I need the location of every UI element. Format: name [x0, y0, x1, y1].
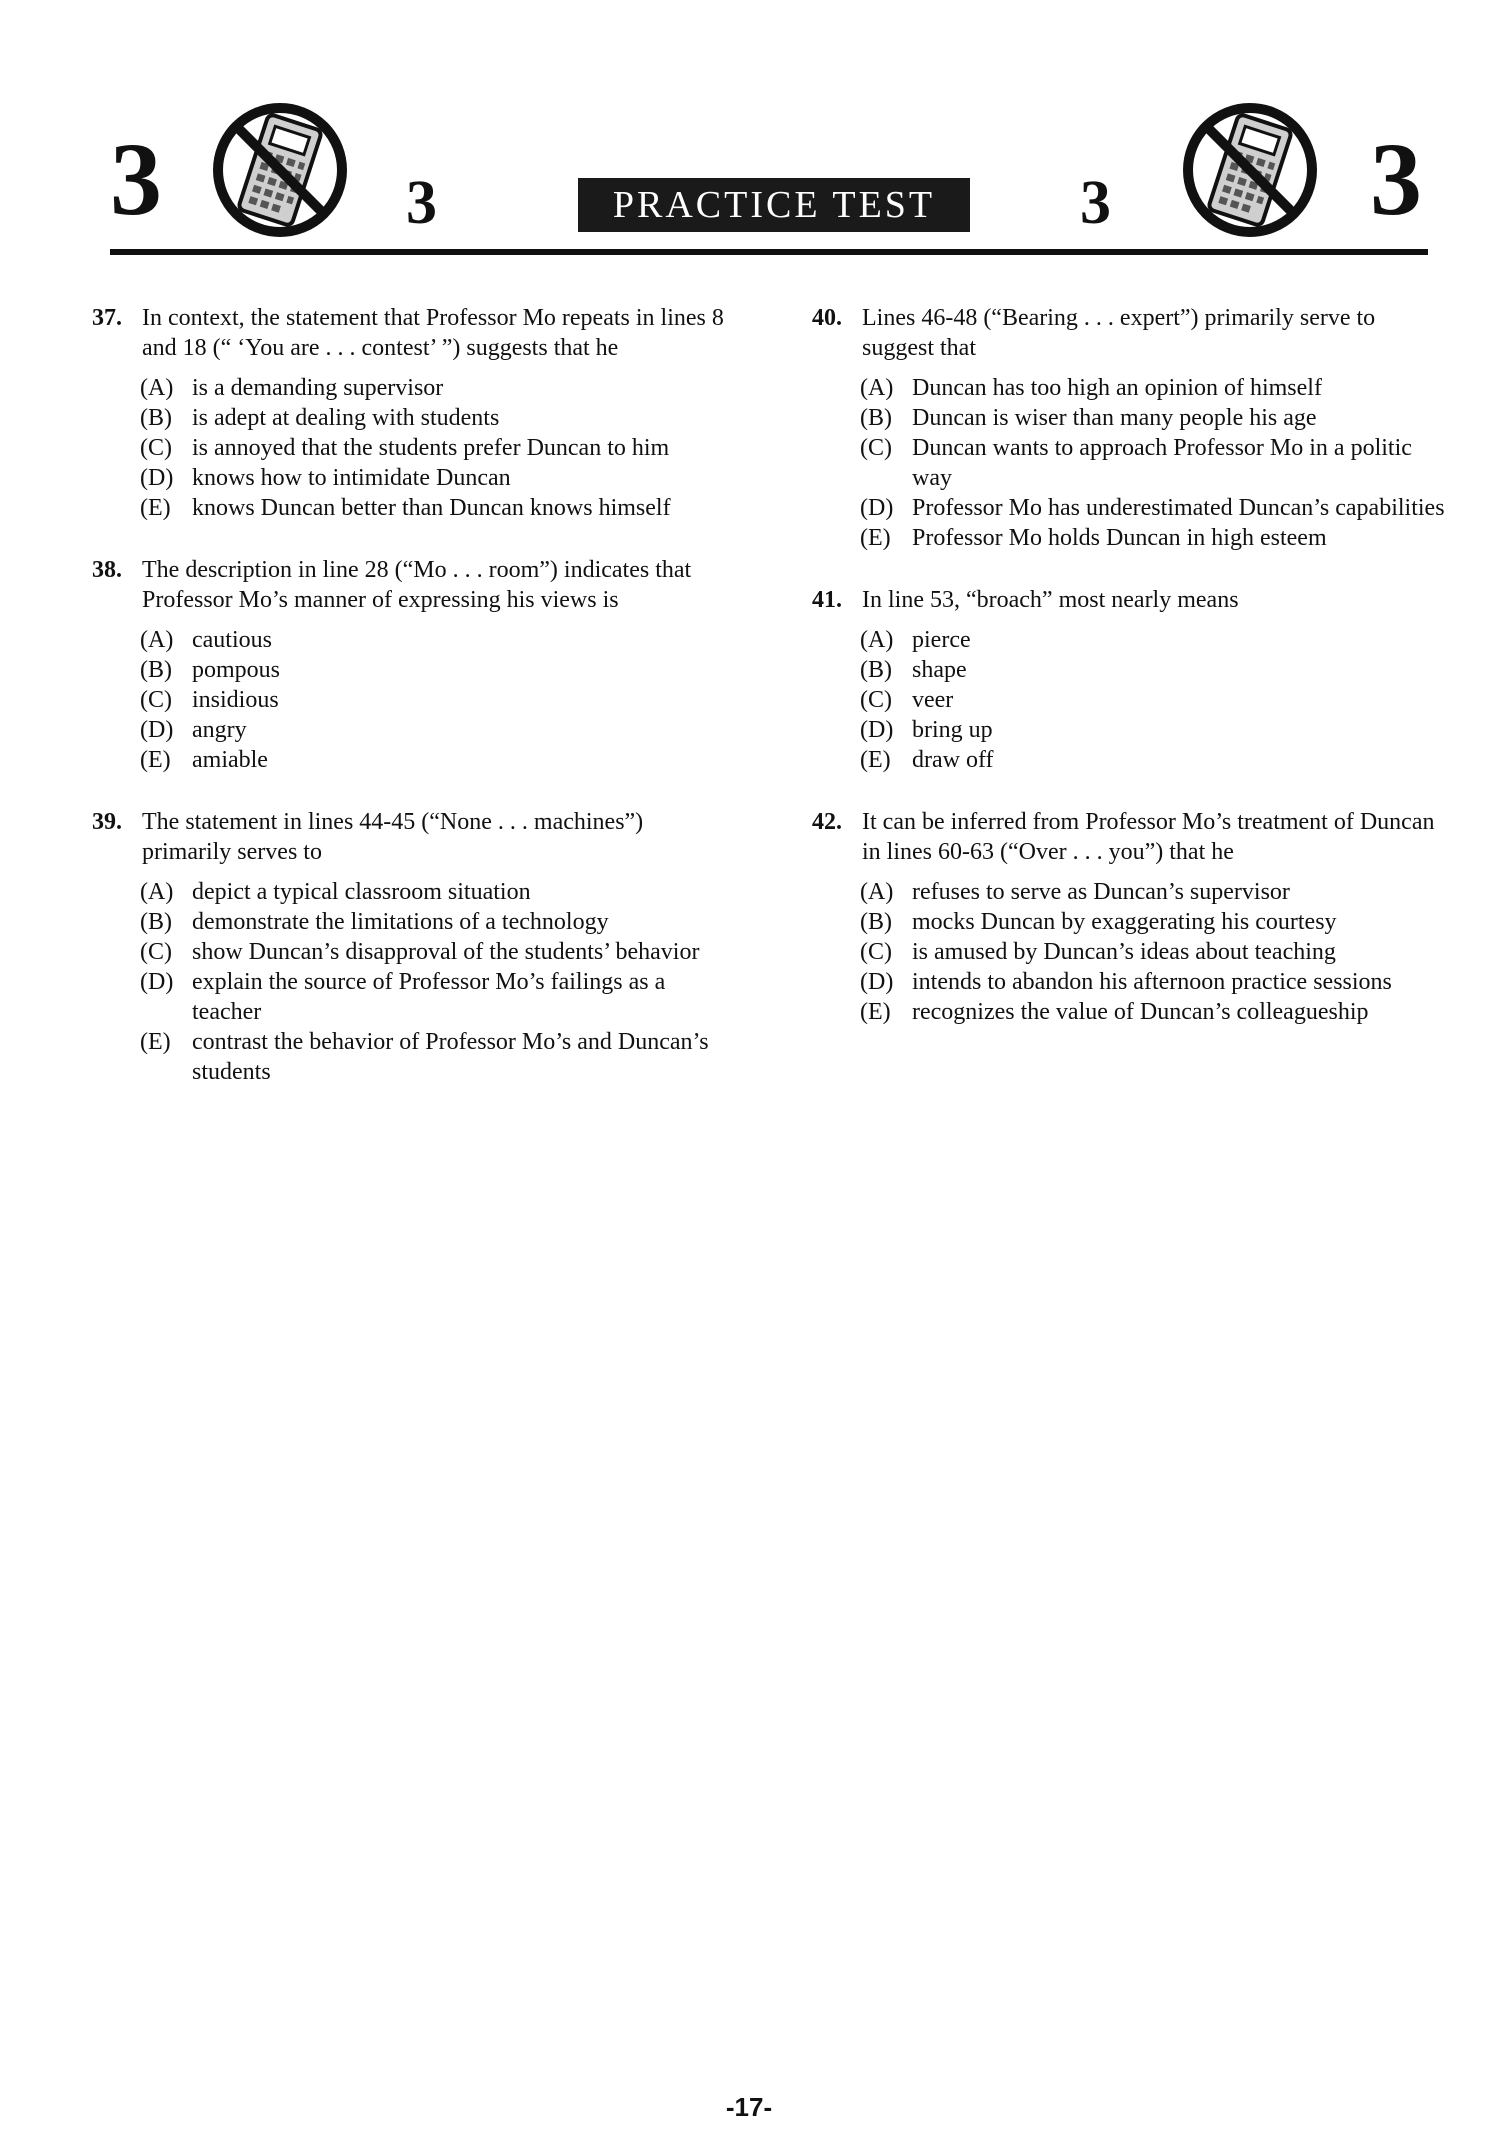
answer-choices: [860, 373, 1452, 553]
section-number-left: 3: [110, 122, 162, 237]
answer-choice: [140, 433, 732, 463]
question-stem: [92, 807, 732, 867]
question: [92, 303, 732, 523]
choice-text: bring up: [912, 717, 993, 743]
choice-letter: (C): [140, 435, 172, 461]
choice-text: is a demanding supervisor: [192, 375, 444, 401]
choice-text: angry: [192, 717, 247, 743]
page-header: [0, 0, 1498, 260]
choice-text: contrast the behavior of Professor Mo’s and Duncan’s students: [192, 1029, 709, 1085]
choice-text: intends to abandon his afternoon practice sessions: [912, 969, 1392, 995]
choice-text: explain the source of Professor Mo’s failings as a teacher: [192, 969, 666, 1025]
answer-choices: [140, 625, 732, 775]
answer-choice: [140, 493, 732, 523]
choice-text: pierce: [912, 627, 971, 653]
question: [812, 807, 1452, 1027]
choice-text: Duncan has too high an opinion of himself: [912, 375, 1322, 401]
answer-choice: [860, 937, 1452, 967]
answer-choice: [140, 967, 732, 1027]
section-number-right: 3: [1370, 122, 1422, 237]
answer-choice: [140, 403, 732, 433]
choice-letter: (A): [860, 375, 894, 401]
choice-letter: (A): [140, 627, 174, 653]
choice-letter: (D): [860, 969, 894, 995]
section-number-small-left: 3: [406, 169, 437, 237]
choice-text: mocks Duncan by exaggerating his courtesy: [912, 909, 1337, 935]
answer-choice: [140, 715, 732, 745]
answer-choice: [860, 715, 1452, 745]
choice-letter: (A): [860, 879, 894, 905]
choice-letter: (C): [860, 435, 892, 461]
choice-letter: (D): [860, 495, 894, 521]
choice-text: is amused by Duncan’s ideas about teaching: [912, 939, 1336, 965]
question-stem: [92, 555, 732, 615]
choice-text: is annoyed that the students prefer Duncan to him: [192, 435, 670, 461]
question: [812, 303, 1452, 553]
question-number: 37.: [92, 305, 122, 331]
answer-choice: [860, 685, 1452, 715]
page-number: -17-: [725, 2092, 773, 2122]
answer-choice: [140, 685, 732, 715]
choice-text: Professor Mo holds Duncan in high esteem: [912, 525, 1327, 551]
answer-choice: [860, 877, 1452, 907]
question-number: 38.: [92, 557, 122, 583]
answer-choices: [140, 877, 732, 1087]
no-calculator-icon: [210, 100, 350, 240]
choice-letter: (C): [140, 687, 172, 713]
choice-letter: (B): [140, 657, 172, 683]
question-stem: [92, 303, 732, 363]
choice-text: Duncan wants to approach Professor Mo in a politic way: [912, 435, 1412, 491]
choice-text: recognizes the value of Duncan’s colleagueship: [912, 999, 1369, 1025]
choice-text: amiable: [192, 747, 268, 773]
choice-text: veer: [912, 687, 954, 713]
choice-letter: (D): [860, 717, 894, 743]
answer-choice: [140, 463, 732, 493]
choice-text: Professor Mo has underestimated Duncan’s capabilities: [912, 495, 1445, 521]
answer-choice: [860, 967, 1452, 997]
answer-choice: [140, 1027, 732, 1087]
answer-choice: [860, 523, 1452, 553]
question: [92, 555, 732, 775]
answer-choice: [860, 907, 1452, 937]
choice-letter: (E): [860, 999, 891, 1025]
choice-letter: (B): [860, 405, 892, 431]
answer-choices: [140, 373, 732, 523]
answer-choice: [860, 997, 1452, 1027]
answer-choice: [140, 877, 732, 907]
choice-letter: (E): [140, 495, 171, 521]
choice-letter: (A): [860, 627, 894, 653]
question-stem: [812, 807, 1452, 867]
answer-choice: [860, 493, 1452, 523]
answer-choice: [860, 373, 1452, 403]
answer-choice: [860, 625, 1452, 655]
choice-letter: (E): [860, 747, 891, 773]
answer-choice: [140, 937, 732, 967]
answer-choice: [140, 625, 732, 655]
answer-choice: [140, 907, 732, 937]
answer-choice: [860, 745, 1452, 775]
question-text: It can be inferred from Professor Mo’s treatment of Duncan in lines 60-63 (“Over . . . you”) that he: [862, 809, 1435, 865]
choice-text: insidious: [192, 687, 279, 713]
question-number: 41.: [812, 587, 842, 613]
section-number-small-right: 3: [1080, 169, 1111, 237]
question-text: Lines 46-48 (“Bearing . . . expert”) primarily serve to suggest that: [862, 305, 1376, 361]
choice-letter: (A): [140, 879, 174, 905]
no-calculator-icon: [1180, 100, 1320, 240]
choice-text: refuses to serve as Duncan’s supervisor: [912, 879, 1290, 905]
choice-letter: (A): [140, 375, 174, 401]
choice-text: demonstrate the limitations of a technology: [192, 909, 609, 935]
answer-choices: [860, 625, 1452, 775]
answer-choice: [140, 745, 732, 775]
answer-choices: [860, 877, 1452, 1027]
answer-choice: [860, 433, 1452, 493]
question-number: 39.: [92, 809, 122, 835]
question: [812, 585, 1452, 775]
choice-text: draw off: [912, 747, 994, 773]
choice-letter: (E): [860, 525, 891, 551]
choice-letter: (D): [140, 465, 174, 491]
choice-letter: (D): [140, 969, 174, 995]
choice-text: Duncan is wiser than many people his age: [912, 405, 1317, 431]
choice-letter: (E): [140, 1029, 171, 1055]
choice-text: depict a typical classroom situation: [192, 879, 531, 905]
choice-text: cautious: [192, 627, 272, 653]
question-text: In line 53, “broach” most nearly means: [862, 587, 1239, 613]
question-stem: [812, 585, 1452, 615]
questions-right-column: [812, 303, 1452, 1059]
choice-letter: (B): [140, 405, 172, 431]
answer-choice: [860, 655, 1452, 685]
answer-choice: [140, 655, 732, 685]
choice-letter: (E): [140, 747, 171, 773]
practice-test-banner: PRACTICE TEST: [578, 178, 970, 232]
question: [92, 807, 732, 1087]
choice-text: show Duncan’s disapproval of the students’ behavior: [192, 939, 700, 965]
question-text: In context, the statement that Professor Mo repeats in lines 8 and 18 (“ ‘You are . . . contest’ ”) suggests that he: [142, 305, 724, 361]
choice-text: knows how to intimidate Duncan: [192, 465, 511, 491]
question-text: The statement in lines 44-45 (“None . . . machines”) primarily serves to: [142, 809, 644, 865]
choice-text: knows Duncan better than Duncan knows himself: [192, 495, 671, 521]
choice-letter: (B): [860, 909, 892, 935]
choice-letter: (C): [860, 939, 892, 965]
choice-letter: (B): [860, 657, 892, 683]
choice-letter: (C): [140, 939, 172, 965]
question-number: 42.: [812, 809, 842, 835]
question-text: The description in line 28 (“Mo . . . room”) indicates that Professor Mo’s manner of expressing his views is: [142, 557, 692, 613]
choice-letter: (B): [140, 909, 172, 935]
choice-letter: (D): [140, 717, 174, 743]
choice-text: is adept at dealing with students: [192, 405, 500, 431]
answer-choice: [860, 403, 1452, 433]
header-rule: [110, 249, 1428, 255]
question-number: 40.: [812, 305, 842, 331]
choice-text: pompous: [192, 657, 281, 683]
questions-left-column: [92, 303, 732, 1119]
question-stem: [812, 303, 1452, 363]
answer-choice: [140, 373, 732, 403]
choice-letter: (C): [860, 687, 892, 713]
choice-text: shape: [912, 657, 967, 683]
